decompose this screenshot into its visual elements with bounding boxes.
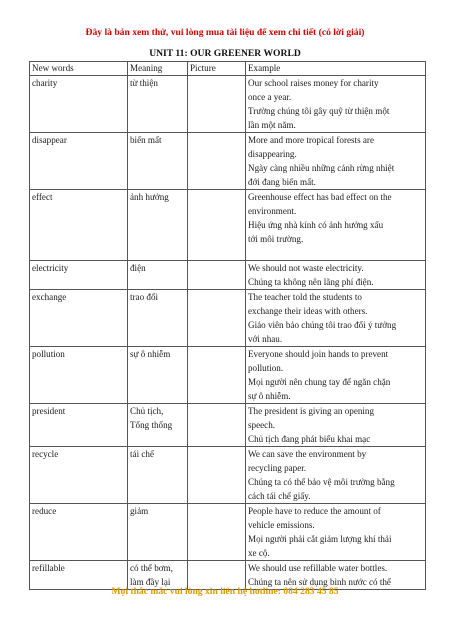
picture-cell bbox=[188, 404, 246, 447]
example-line: The president is giving an opening bbox=[248, 406, 375, 416]
hotline-banner: Mọi thắc mắc vui lòng xin liên hệ hotline: 084 283 45 85 bbox=[111, 586, 339, 597]
example-cell bbox=[246, 347, 426, 404]
picture-cell bbox=[188, 76, 246, 133]
example-cell bbox=[246, 290, 426, 347]
meaning-line: tái chế bbox=[130, 449, 154, 459]
meaning-cell bbox=[128, 404, 188, 447]
example-line: Chúng ta nên sử dụng bình nước có thể bbox=[248, 577, 391, 587]
meaning-line: Chủ tịch, bbox=[130, 406, 164, 416]
example-line: We should not waste electricity. bbox=[248, 263, 364, 273]
meaning-cell bbox=[128, 347, 188, 404]
column-header-picture: Picture bbox=[188, 62, 246, 76]
meaning-cell bbox=[128, 290, 188, 347]
picture-cell bbox=[188, 190, 246, 261]
table-row bbox=[30, 76, 426, 133]
meaning-line: làm đầy lại bbox=[130, 577, 171, 587]
picture-cell bbox=[188, 347, 246, 404]
word-cell: president bbox=[30, 404, 128, 447]
picture-cell bbox=[188, 504, 246, 561]
example-line: pollution. bbox=[248, 363, 284, 373]
column-header-new-words: New words bbox=[30, 62, 128, 76]
word-cell: reduce bbox=[30, 504, 128, 561]
meaning-line: sự ô nhiễm bbox=[130, 349, 171, 359]
meaning-cell bbox=[128, 133, 188, 190]
example-line: Giáo viên bảo chúng tôi trao đổi ý tưởng bbox=[248, 320, 397, 330]
example-cell bbox=[246, 190, 426, 261]
picture-cell bbox=[188, 261, 246, 290]
word-cell: refillable bbox=[30, 561, 128, 590]
table-row bbox=[30, 133, 426, 190]
table-row bbox=[30, 190, 426, 261]
word-cell: effect bbox=[30, 190, 128, 261]
example-line: The teacher told the students to bbox=[248, 292, 362, 302]
example-line: cách tái chế giấy. bbox=[248, 491, 311, 501]
example-line: Chúng ta có thể bảo vệ môi trường bằng bbox=[248, 477, 395, 487]
preview-banner: Đây là bản xem thử, vui lòng mua tài liệu để xem chi tiết (có lời giải) bbox=[85, 27, 365, 38]
page-title: UNIT 11: OUR GREENER WORLD bbox=[149, 48, 301, 59]
example-line: Hiệu ứng nhà kính có ảnh hưởng xấu bbox=[248, 220, 384, 230]
meaning-cell bbox=[128, 504, 188, 561]
example-cell bbox=[246, 261, 426, 290]
example-line: Chủ tịch đang phát biểu khai mạc bbox=[248, 434, 371, 444]
table-row bbox=[30, 447, 426, 504]
example-line: sự ô nhiễm. bbox=[248, 391, 291, 401]
example-line: đới đang biến mất. bbox=[248, 177, 316, 187]
example-line: vehicle emissions. bbox=[248, 520, 315, 530]
example-line: We can save the environment by bbox=[248, 449, 367, 459]
column-header-example: Example bbox=[246, 62, 426, 76]
example-line: Mọi người phải cắt giảm lượng khí thải bbox=[248, 534, 392, 544]
meaning-line: từ thiện bbox=[130, 78, 158, 88]
example-line: once a year. bbox=[248, 92, 292, 102]
meaning-cell bbox=[128, 261, 188, 290]
example-line: tới môi trường. bbox=[248, 234, 304, 244]
example-line: More and more tropical forests are bbox=[248, 135, 374, 145]
table-row bbox=[30, 347, 426, 404]
example-line: Greenhouse effect has bad effect on the bbox=[248, 192, 392, 202]
table-row bbox=[30, 404, 426, 447]
meaning-line: biến mất bbox=[130, 135, 162, 145]
example-cell bbox=[246, 404, 426, 447]
example-line: environment. bbox=[248, 206, 297, 216]
example-line bbox=[248, 246, 423, 260]
meaning-cell bbox=[128, 190, 188, 261]
example-line: với nhau. bbox=[248, 334, 283, 344]
word-cell: exchange bbox=[30, 290, 128, 347]
word-cell: disappear bbox=[30, 133, 128, 190]
vocabulary-table bbox=[29, 61, 426, 590]
word-cell: pollution bbox=[30, 347, 128, 404]
meaning-cell bbox=[128, 447, 188, 504]
table-row bbox=[30, 504, 426, 561]
picture-cell bbox=[188, 133, 246, 190]
meaning-line: điện bbox=[130, 263, 146, 273]
example-line: Chúng ta không nên lãng phí điện. bbox=[248, 277, 374, 287]
column-header-meaning: Meaning bbox=[128, 62, 188, 76]
meaning-line: giảm bbox=[130, 506, 149, 516]
word-cell: recycle bbox=[30, 447, 128, 504]
meaning-line: trao đổi bbox=[130, 292, 159, 302]
table-row bbox=[30, 290, 426, 347]
example-cell bbox=[246, 447, 426, 504]
example-line: lần một năm. bbox=[248, 120, 296, 130]
meaning-line: Tổng thống bbox=[130, 420, 173, 430]
example-line: Mọi người nên chung tay để ngăn chặn bbox=[248, 377, 391, 387]
example-line: Our school raises money for charity bbox=[248, 78, 379, 88]
picture-cell bbox=[188, 447, 246, 504]
table-header-row bbox=[30, 62, 426, 76]
example-line: recycling paper. bbox=[248, 463, 307, 473]
example-line: Everyone should join hands to prevent bbox=[248, 349, 389, 359]
example-line: We should use refillable water bottles. bbox=[248, 563, 388, 573]
example-line: speech. bbox=[248, 420, 276, 430]
example-line: Trường chúng tôi gây quỹ từ thiện một bbox=[248, 106, 390, 116]
table-row bbox=[30, 261, 426, 290]
meaning-line: có thể bơm, bbox=[130, 563, 173, 573]
word-cell: electricity bbox=[30, 261, 128, 290]
example-cell bbox=[246, 504, 426, 561]
picture-cell bbox=[188, 290, 246, 347]
example-line: People have to reduce the amount of bbox=[248, 506, 381, 516]
example-cell bbox=[246, 133, 426, 190]
example-line: xe cộ. bbox=[248, 548, 270, 558]
meaning-cell bbox=[128, 76, 188, 133]
meaning-line: ảnh hưởng bbox=[130, 192, 169, 202]
example-cell bbox=[246, 76, 426, 133]
example-line: exchange their ideas with others. bbox=[248, 306, 368, 316]
word-cell: charity bbox=[30, 76, 128, 133]
example-line: Ngày càng nhiều những cánh rừng nhiệt bbox=[248, 163, 395, 173]
example-line: disappearing. bbox=[248, 149, 297, 159]
